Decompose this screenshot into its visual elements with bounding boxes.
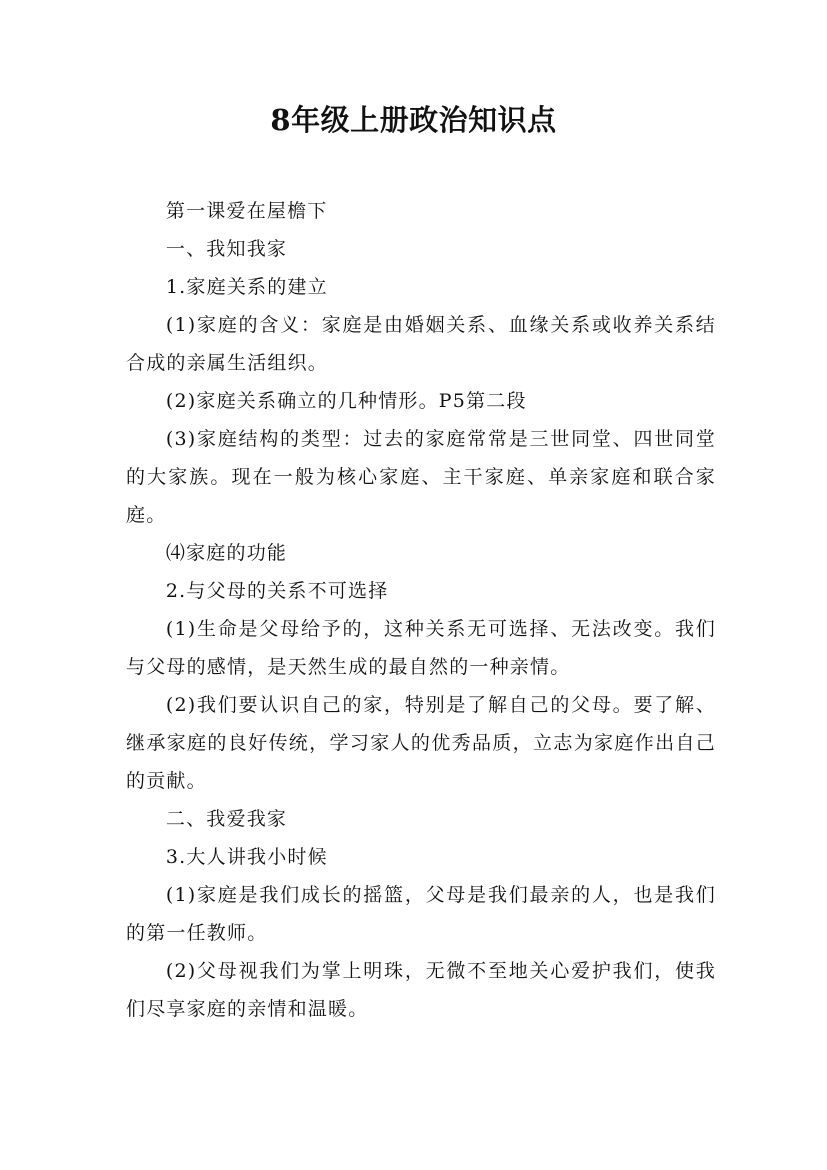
paragraph: (1)家庭的含义：家庭是由婚姻关系、血缘关系或收养关系结合成的亲属生活组织。 bbox=[126, 314, 716, 374]
subsection-heading: 1.家庭关系的建立 bbox=[165, 276, 328, 298]
section-heading: 二、我爱我家 bbox=[165, 808, 288, 830]
paragraph: (2)父母视我们为掌上明珠，无微不至地关心爱护我们，使我们尽享家庭的亲情和温暖。 bbox=[126, 960, 716, 1020]
paragraph: (2)我们要认识自己的家，特别是了解自己的父母。要了解、继承家庭的良好传统，学习家人的优秀品质，立志为家庭作出自己的贡献。 bbox=[126, 694, 716, 792]
paragraph: (1)家庭是我们成长的摇篮，父母是我们最亲的人，也是我们的第一任教师。 bbox=[126, 884, 716, 944]
document-body bbox=[126, 192, 716, 1028]
paragraph: (1)生命是父母给予的，这种关系无可选择、无法改变。我们与父母的感情，是天然生成的最自然的一种亲情。 bbox=[126, 618, 716, 678]
document-title: 8年级上册政治知识点 bbox=[270, 103, 557, 137]
paragraph: (3)家庭结构的类型：过去的家庭常常是三世同堂、四世同堂的大家族。现在一般为核心家庭、主干家庭、单亲家庭和联合家庭。 bbox=[126, 428, 716, 526]
paragraph: ⑷家庭的功能 bbox=[165, 542, 288, 564]
lesson-heading: 第一课爱在屋檐下 bbox=[165, 200, 328, 222]
subsection-heading: 3.大人讲我小时候 bbox=[165, 846, 328, 868]
subsection-heading: 2.与父母的关系不可选择 bbox=[165, 580, 389, 602]
section-heading: 一、我知我家 bbox=[165, 238, 288, 260]
paragraph: (2)家庭关系确立的几种情形。P5第二段 bbox=[165, 390, 527, 412]
